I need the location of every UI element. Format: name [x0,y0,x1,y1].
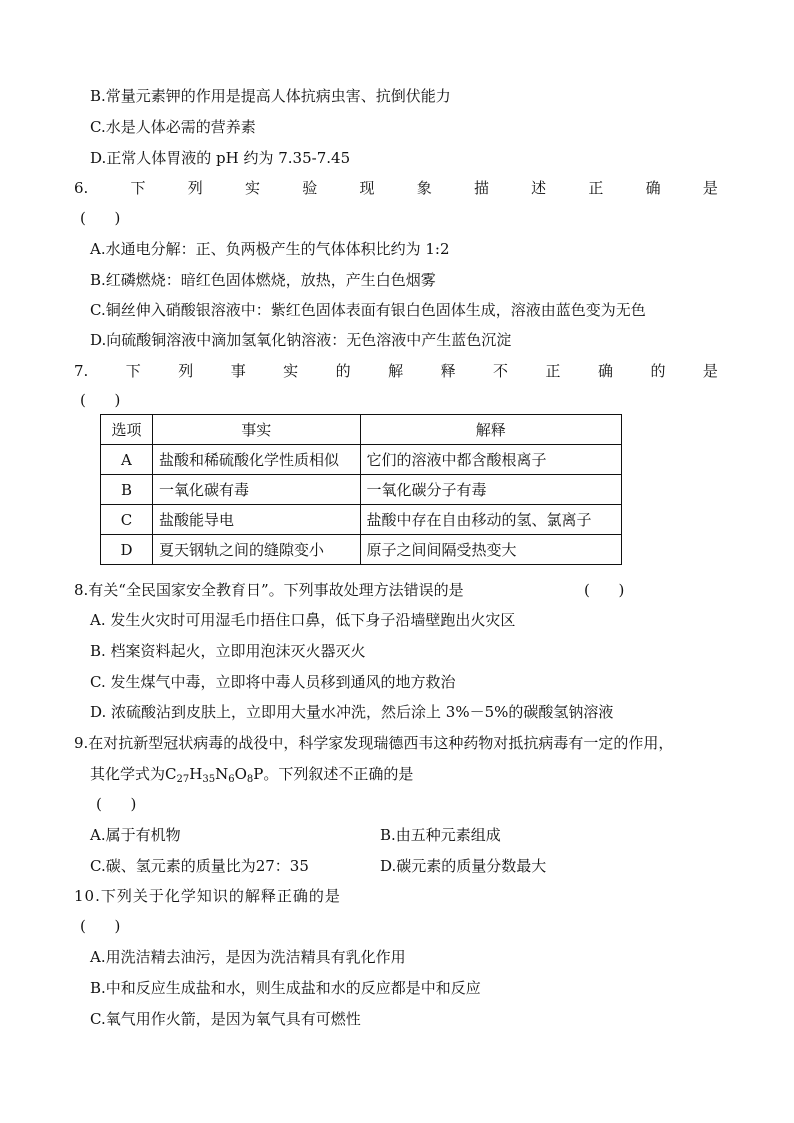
q7-char: 不 [493,362,509,380]
q10-answer-blank[interactable]: ( ) [80,917,121,935]
table-header-cell: 事实 [152,415,360,445]
q6-option-d: D.向硫酸铜溶液中滴加氢氧化钠溶液：无色溶液中产生蓝色沉淀 [90,331,512,349]
q6-char: 列 [187,179,203,197]
q10-option-c: C.氧气用作火箭，是因为氧气具有可燃性 [90,1010,361,1028]
q10-option-b: B.中和反应生成盐和水，则生成盐和水的反应都是中和反应 [90,979,481,997]
table-cell: C [101,505,153,535]
q7-char: 正 [545,362,561,380]
q10-stem: 10.下列关于化学知识的解释正确的是 [74,887,341,905]
q6-char: 述 [531,179,547,197]
formula-element: N [215,765,229,783]
table-cell: 夏天钢轨之间的缝隙变小 [152,535,360,565]
formula-element: H [189,765,203,783]
table-cell: D [101,535,153,565]
q7-stem [74,361,718,381]
formula-subscript: 6 [228,774,235,785]
table-cell: 盐酸能导电 [152,505,360,535]
table-header-row [101,415,622,445]
q6-char: 正 [588,179,604,197]
q7-char: 确 [597,362,613,380]
q6-char: 现 [359,179,375,197]
q6-answer-blank[interactable]: ( ) [80,209,121,227]
formula-subscript: 8 [246,774,254,785]
table-cell: 它们的溶液中都含酸根离子 [360,445,622,475]
q7-char: 解 [388,362,404,380]
q6-option-b: B.红磷燃烧：暗红色固体燃烧，放热，产生白色烟雾 [90,271,436,289]
q8-answer-blank[interactable]: ( ) [584,581,625,599]
q7-table [100,414,622,565]
formula-element: O [234,765,247,783]
q9-option-d: D.碳元素的质量分数最大 [380,857,547,875]
q7-char: 释 [440,362,456,380]
q8-option-a: A. 发生火灾时可用湿毛巾捂住口鼻，低下身子沿墙壁跑出火灾区 [90,611,516,629]
q7-number: 7. [74,362,89,380]
formula-subscript: 35 [202,774,216,785]
table-cell: 原子之间间隔受热变大 [360,535,622,565]
chemical-formula [165,765,263,783]
table-row [101,475,622,505]
table-row [101,535,622,565]
q9-option-a: A.属于有机物 [90,826,181,844]
q6-number: 6. [74,179,89,197]
q7-char: 列 [178,362,194,380]
table-cell: 一氧化碳分子有毒 [360,475,622,505]
q9-option-c: C.碳、氢元素的质量比为27：35 [90,857,309,875]
q9-stem-suffix: 。下列叙述不正确的是 [263,765,414,783]
formula-element: P [253,765,264,783]
q7-char: 事 [230,362,246,380]
q6-char: 是 [702,179,718,197]
formula-element: C [165,765,177,783]
q7-char: 是 [702,362,718,380]
q9-stem-line1: 9.在对抗新型冠状病毒的战役中，科学家发现瑞德西韦这种药物对抵抗病毒有一定的作用， [74,734,674,752]
q6-stem [74,178,718,198]
q8-option-d: D. 浓硫酸沾到皮肤上，立即用大量水冲洗，然后涂上 3%－5%的碳酸氢钠溶液 [90,703,614,721]
table-cell: B [101,475,153,505]
q7-char: 下 [125,362,141,380]
table-row [101,505,622,535]
q9-stem-prefix: 其化学式为 [90,765,166,783]
q9-stem-line2 [90,764,413,784]
table-cell: 盐酸和稀硫酸化学性质相似 [152,445,360,475]
q6-char: 验 [302,179,318,197]
q10-option-a: A.用洗洁精去油污，是因为洗洁精具有乳化作用 [90,948,406,966]
q5-option-b: B.常量元素钾的作用是提高人体抗病虫害、抗倒伏能力 [90,87,451,105]
table-cell: 一氧化碳有毒 [152,475,360,505]
q8-option-c: C. 发生煤气中毒，立即将中毒人员移到通风的地方救治 [90,673,456,691]
table-cell: A [101,445,153,475]
q7-answer-blank[interactable]: ( ) [80,391,121,409]
q6-char: 描 [473,179,489,197]
q7-char: 的 [650,362,666,380]
q7-char: 实 [283,362,299,380]
table-cell: 盐酸中存在自由移动的氢、氯离子 [360,505,622,535]
q5-option-d: D.正常人体胃液的 pH 约为 7.35-7.45 [90,149,351,167]
q6-char: 确 [645,179,661,197]
q6-option-c: C.铜丝伸入硝酸银溶液中：紫红色固体表面有银白色固体生成，溶液由蓝色变为无色 [90,301,646,319]
formula-subscript: 27 [176,774,190,785]
q6-char: 象 [416,179,432,197]
table-row [101,445,622,475]
q7-char: 的 [335,362,351,380]
q6-char: 实 [245,179,261,197]
q6-char: 下 [130,179,146,197]
q6-option-a: A.水通电分解：正、负两极产生的气体体积比约为 1:2 [90,240,450,258]
q8-stem: 8.有关“全民国家安全教育日”。下列事故处理方法错误的是 [74,581,464,599]
table-header-cell: 选项 [101,415,153,445]
q9-answer-blank[interactable]: ( ) [96,795,137,813]
table-header-cell: 解释 [360,415,622,445]
q5-option-c: C.水是人体必需的营养素 [90,118,256,136]
q8-option-b: B. 档案资料起火，立即用泡沫灭火器灭火 [90,642,366,660]
q9-option-b: B.由五种元素组成 [380,826,501,844]
